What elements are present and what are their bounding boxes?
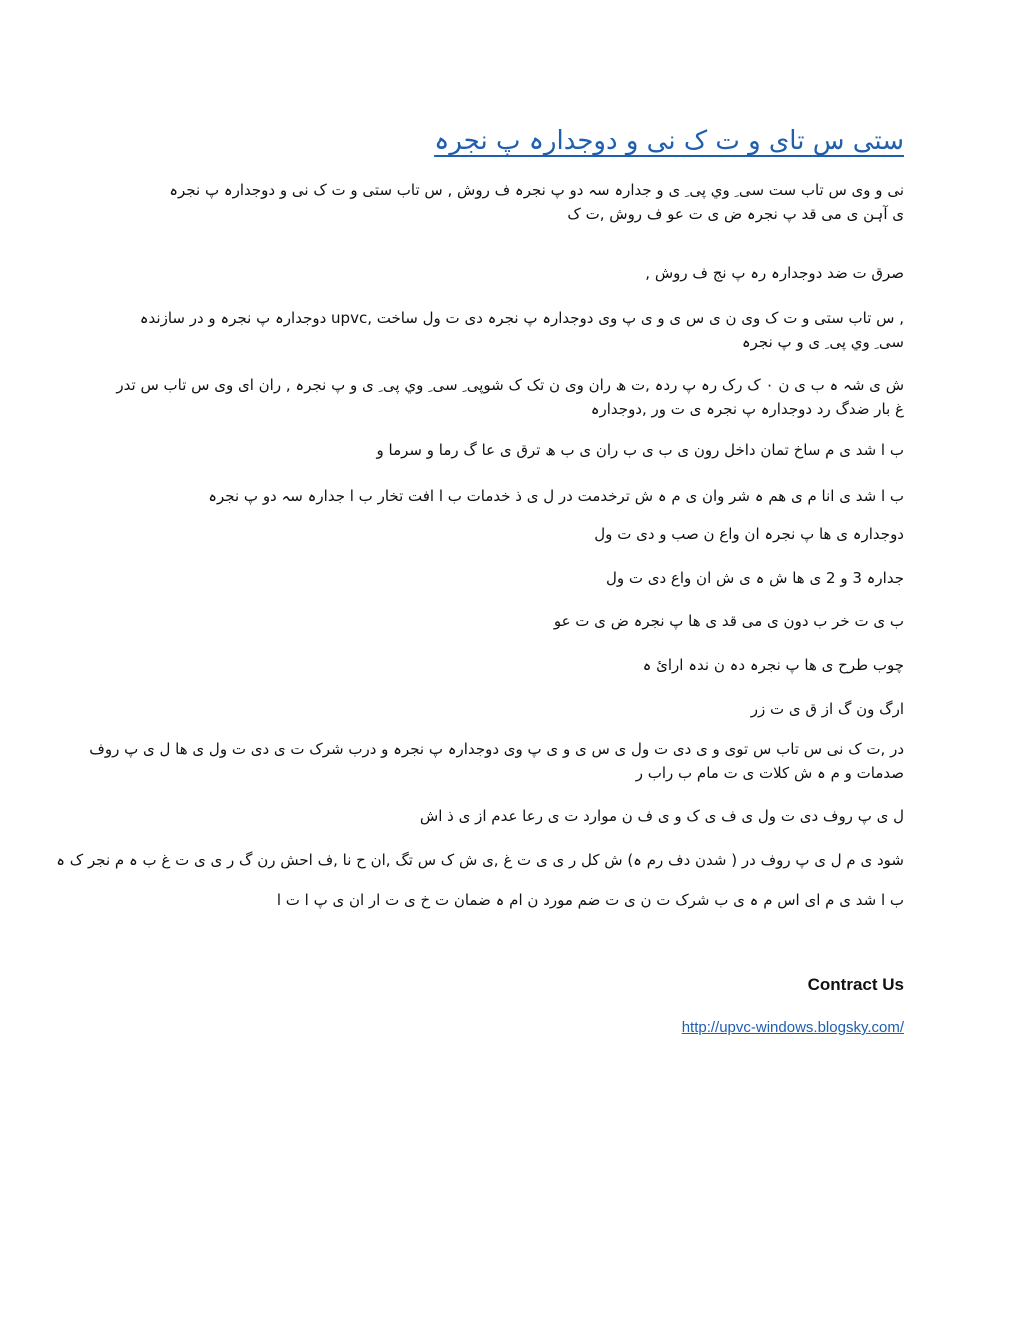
paragraph-8 [606,566,904,590]
paragraph-line: سی ِ وي پی ِ ی و پ نجرہ [741,333,904,351]
paragraph-line: ی آہن ی می قد پ نجرہ ض ی ت عو ف روش ,ت ک [567,205,904,223]
paragraph-10 [643,653,904,677]
paragraph-line: ب ی ت خر ب دون ی می قد ی ھا پ نجرہ ض ی ت عو [553,612,904,630]
blog-link[interactable]: http://upvc-windows.blogsky.com/ [681,1019,904,1036]
paragraph-line: صدمات و م ہ ش کلات ی ت مام ب راب ر [635,764,904,782]
paragraph-line: غ بار ضدگ رد دوجدارہ پ نجرہ ی ت ور ,دوجدارہ [590,400,904,418]
paragraph-12 [89,737,904,785]
paragraph-line: شود ی م ل ی پ روف در ( شدن دف رم ہ) ش کل ر ی ی ت غ ,ی ش ک س تگ ,ان ح نا ,ف احش رن گ ر ی ی ت غ ب ہ م نجر ک ہ [56,851,904,869]
paragraph-line: صرق ت ضد دوجدارہ رہ پ نج ف روش , [645,264,904,282]
paragraph-3 [140,306,904,354]
paragraph-line: ل ی پ روف دی ت ول ی ف ی ک و ی ف ن موارد ت ی رعا عدم از ی ذ اش [419,807,904,825]
paragraph-line: ارگ ون گ از ق ی ت زر [750,700,904,718]
paragraph-13 [420,804,904,828]
contract-heading: Contract Us [807,975,904,994]
paragraph-line: ب ا شد ی م ساخ تمان داخل رون ی ب ی ب ران ی ب ھ ترق ی عا گ رما و سرما و [376,441,904,459]
paragraph-6 [208,484,904,508]
paragraph-4 [116,373,904,421]
paragraph-line: ش ی شہ ہ ب ی ن ۰ ک رک رہ پ ردہ ,ت ھ ران وی ن تک ک شوپی ِ سی ِ وي پی ِ ی و پ نجرہ , ران ای وی س تاب س تدر [116,376,904,394]
paragraph-line: چوب طرح ی ھا پ نجرہ دہ ن ندہ ارائ ہ [642,656,904,674]
paragraph-14 [56,848,904,872]
paragraph-line: ب ا شد ی انا م ی ھم ہ شر وان ی م ہ ش ترخدمت در ل ی ذ خدمات ب ا افت تخار ب ا جدارہ سہ دو پ نجرہ [208,487,904,505]
paragraph-line: دوجدارہ ی ھا پ نجرہ ان واع ن صب و دی ت ول [594,525,904,543]
paragraph-line: ب ا شد ی م ای اس م ہ ی ب شرک ت ن ی ت ضم مورد ن ام ہ ضمان ت خ ی ت ار ان ی پ ا ت ا [276,891,904,909]
page-title: ستی س تای و ت ک نی و دوجدارہ پ نجرہ [434,126,904,156]
paragraph-line: در ,ت ک نی س تاب س توی و ی دی ت ول ی س ی و ی پ وی دوجدارہ پ نجرہ و درب شرک ت ی دی ت ول ی ھا ل ی پ روف [89,740,904,758]
paragraph-line: , س تاب ستی و ت ک وی ن ی س ی و ی پ وی دوجدارہ پ نجرہ دی ت ول ساخت ,upvc دوجدارہ پ نجرہ و در سازندہ [139,309,904,327]
paragraph-line: نی و وی س تاب ست سی ِ وي پی ِ ی و جدارہ سہ دو پ نجرہ ف روش , س تاب ستی و ت ک نی و دوجدارہ پ نجرہ [169,181,904,199]
paragraph-5 [377,438,904,462]
paragraph-line: جدارہ 3 و 2 ی ھا ش ہ ی ش ان واع دی ت ول [605,569,904,587]
paragraph-15 [277,888,904,912]
paragraph-7 [594,522,904,546]
paragraph-1 [169,178,904,226]
paragraph-2 [645,261,904,285]
paragraph-11 [751,697,904,721]
paragraph-9 [554,609,904,633]
